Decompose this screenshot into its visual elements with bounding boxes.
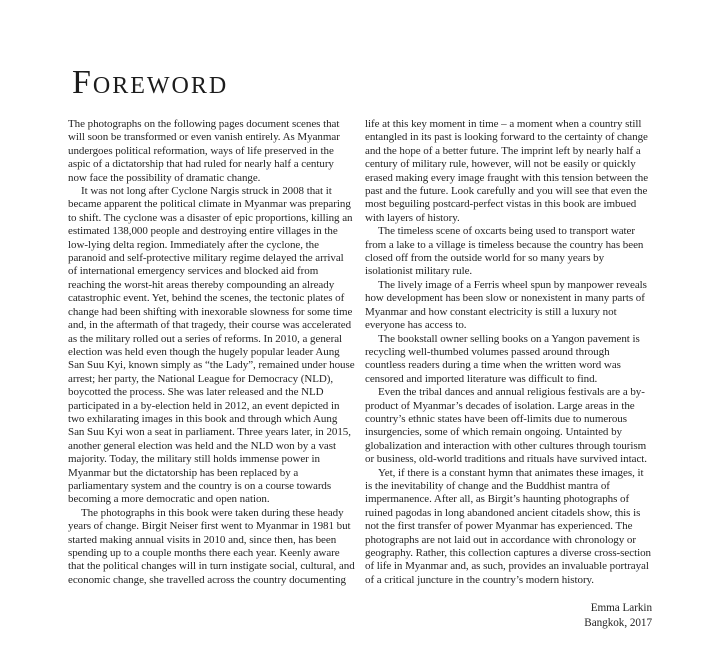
paragraph-photographer: The photographs in this book were taken during these heady years of change. Birgit Neiser first went to Myanmar in 1981 but started making annual visits in 2010 and, since then, has been spending up to a couple months there each year. Keenly aware that the political changes will in turn instigate social, cultural, and economic change, she travelled across the country documenting — [68, 506, 355, 586]
left-column — [68, 118, 355, 631]
paragraph-cyclone-reforms: It was not long after Cyclone Nargis struck in 2008 that it became apparent the political climate in Myanmar was preparing to shift. The cyclone was a disaster of epic proportions, killing an estimated 138,000 people and destroying entire villages in the low-lying delta region. Immediately after the cyclone, the paranoid and self-protective military regime delayed the arrival of international emergency services and blocked aid from reaching the worst-hit areas thereby compounding an already catastrophic event. Yet, behind the scenes, the tectonic plates of change had been shifting with inexorable slowness for some time and, in the aftermath of that tragedy, their course was accelerated as the military rolled out a series of reforms. In 2010, a general election was held even though the hugely popular leader Aung San Suu Kyi, known simply as “the Lady”, remained under house arrest; her party, the National League for Democracy (NLD), boycotted the process. She was later released and the NLD participated in a by-election held in 2012, an event depicted in two exhilarating images in this book and through which Aung San Suu Kyi won a seat in parliament. Three years later, in 2015, another general election was held and the NLD won by a vast majority. Today, the military still holds immense power in Myanmar but the dictatorship has been replaced by a parliamentary system and the country is on a course towards becoming a more democratic and open nation. — [68, 185, 355, 506]
paragraph-continuation: life at this key moment in time – a moment when a country still entangled in its past is looking forward to the certainty of change and the hope of a better future. The imprint left by nearly half a century of military rule, however, will not be easily or quickly erased making every image fraught with this tension between the past and the future. Look carefully and you will see that even the most beguiling postcard-perfect vistas in this book are imbued with layers of history. — [365, 118, 649, 224]
page-title: Foreword — [72, 64, 229, 101]
signature-author: Emma Larkin — [590, 602, 652, 615]
signature-block — [365, 601, 652, 631]
paragraph-intro: The photographs on the following pages document scenes that will soon be transformed or even vanish entirely. As Myanmar undergoes political reformation, ways of life preserved in the aspic of a dictatorship that had ruled for nearly half a century now face the possibility of dramatic change. — [68, 118, 340, 184]
paragraph-bookstall: The bookstall owner selling books on a Yangon pavement is recycling well-thumbed volumes passed around through countless readers during a time when the written word was censored and imported literature was difficult to find. — [365, 332, 640, 385]
paragraph-oxcarts: The timeless scene of oxcarts being used to transport water from a lake to a village is timeless because the country has been closed off from the outside world for so many years by isolationist military rule. — [365, 225, 644, 278]
paragraph-tribal-dances: Even the tribal dances and annual religious festivals are a by-product of Myanmar’s decades of isolation. Large areas in the country’s ethnic states have been off-limits due to numerous insurgencies, some of which remain ongoing. Untainted by globalization and interaction with other cultures through tourism or business, old-world traditions and rituals have survived intact. — [365, 386, 647, 466]
paragraph-ferris-wheel: The lively image of a Ferris wheel spun by manpower reveals how development has been slow or nonexistent in many parts of Myanmar and how constant electricity is still a luxury not everyone has access to. — [365, 278, 647, 332]
paragraph-impermanence: Yet, if there is a constant hymn that animates these images, it is the inevitability of change and the Buddhist mantra of impermanence. After all, as Birgit’s haunting photographs of ruined pagodas in long abandoned ancient citadels show, this is not the first transfer of power Myanmar has experienced. The photographs are not laid out in accordance with chronology or geography. Rather, this collection captures a diverse cross-section of life in Myanmar and, as such, provides an invaluable portrayal of a critical juncture in the country’s modern history. — [365, 466, 651, 586]
signature-place-date: Bangkok, 2017 — [584, 617, 652, 630]
text-columns — [68, 118, 652, 631]
right-column — [365, 118, 652, 631]
